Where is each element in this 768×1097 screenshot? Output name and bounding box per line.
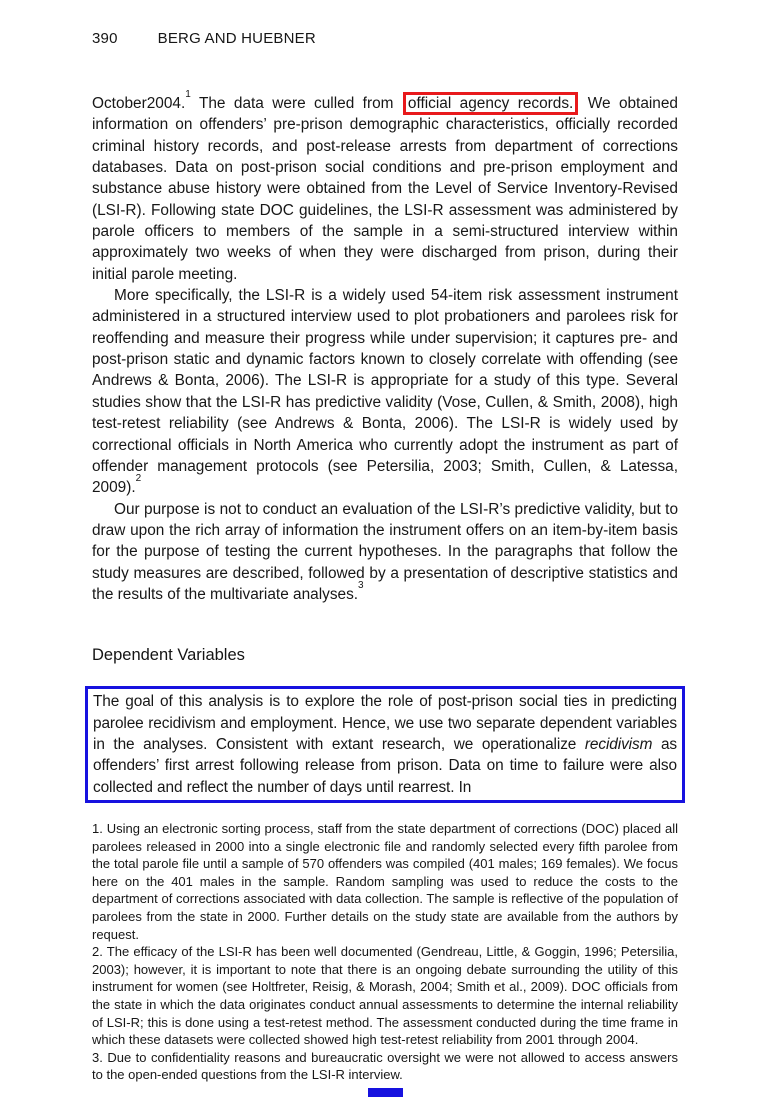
running-title: BERG AND HUEBNER — [157, 30, 316, 47]
red-boxed-text: official agency records. — [407, 95, 574, 112]
para3-text: Our purpose is not to conduct an evaluation of the LSI-R’s predictive validity, but to draw upon the rich array of information the instrument offers on an item-by-item basis for the purpose of testing the current hypotheses. In the paragraphs that follow the study measures are described, followed by a presentation of descriptive statistics and the results of the multivariate analyses. — [92, 500, 678, 603]
footnote-1: 1. Using an electronic sorting process, staff from the state department of corrections (DOC) placed all parolees released in 2000 into a single electronic file and randomly selected every fifth parolee from the total parole file until a sample of 570 offenders was compiled (401 males; 169 females). We focus here on the 401 males in the sample. Random sampling was used to reduce the costs to the department of corrections associated with data collection. The sample is reflective of the population of parolees from the state in 2000. Further details on the study state are available from the authors by request. — [92, 820, 678, 942]
footnote-ref-1: 1 — [185, 88, 191, 100]
para1-mid: The data were culled from — [190, 95, 402, 112]
highlighted-paragraph — [93, 691, 677, 798]
footnote-ref-3: 3 — [358, 579, 364, 591]
italic-term-recidivism: recidivism — [584, 735, 653, 753]
bluebox-text-before: The goal of this analysis is to explore the role of post-prison social ties in predicting parolee recidivism and employment. Hence, we use two separate dependent variables in the analyses. Consistent with extant research, we operationalize — [93, 693, 677, 753]
footnotes-section — [92, 820, 678, 1084]
footnote-2: 2. The efficacy of the LSI-R has been well documented (Gendreau, Little, & Goggin, 1996; Petersilia, 2003); however, it is important to note that there is an ongoing debate surrounding the utility of this instrument for women (see Holtfreter, Reisig, & Morash, 2004; Smith et al., 2009). DOC officials from the state in which the data originates conduct annual assessments to determine the internal reliability of LSI-R; this is done using a test-retest method. The assessment conducted during the time frame in which these datasets were collected showed high test-retest reliability from 2001 through 2004. — [92, 944, 678, 1048]
red-annotation-box — [403, 92, 578, 115]
para1-rest: We obtained information on offenders’ pre-prison demographic characteristics, officially recorded criminal history records, and post-release arrests from department of corrections databases. Data on post-prison social conditions and pre-prison employment and substance abuse history were obtained from the Level of Service Inventory-Revised (LSI-R). Following state DOC guidelines, the LSI-R assessment was administered by parole officers to members of the sample in a semi-structured interview within approximately two weeks of when they were discharged from prison, during their initial parole meeting. — [92, 95, 678, 283]
para1-lead: October2004. — [92, 95, 186, 112]
section-heading: Dependent Variables — [92, 646, 245, 665]
page-content — [92, 88, 678, 1084]
para2-text: More specifically, the LSI-R is a widely used 54-item risk assessment instrument administered in a structured interview used to plot probationers and parolees risk for reoffending and measure their progress while under supervision; it captures pre- and post-prison static and dynamic factors known to closely correlate with offending (see Andrews & Bonta, 2006). The LSI-R is appropriate for a study of this type. Several studies show that the LSI-R has predictive validity (Vose, Cullen, & Smith, 2008), high test-retest reliability (see Andrews & Bonta, 2006). The LSI-R is widely used by correctional officials in North America who currently adopt the instrument as part of offender management protocols (see Petersilia, 2003; Smith, Cullen, & Latessa, 2009). — [92, 287, 678, 497]
cutoff-blue-annotation-marker — [368, 1088, 403, 1097]
paragraph-3 — [92, 499, 678, 606]
footnote-ref-2: 2 — [135, 473, 142, 485]
bluebox-text-after: as offenders’ first arrest following release from prison. Data on time to failure were also collected and reflect the number of days until rearrest. In — [93, 735, 678, 796]
paragraph-1 — [92, 88, 678, 285]
blue-annotation-box — [85, 686, 685, 803]
page-header — [92, 30, 316, 47]
page-number: 390 — [92, 30, 118, 47]
paragraph-2 — [92, 285, 678, 498]
footnote-3: 3. Due to confidentiality reasons and bureaucratic oversight we were not allowed to access answers to the open-ended questions from the LSI-R interview. — [92, 1049, 678, 1083]
